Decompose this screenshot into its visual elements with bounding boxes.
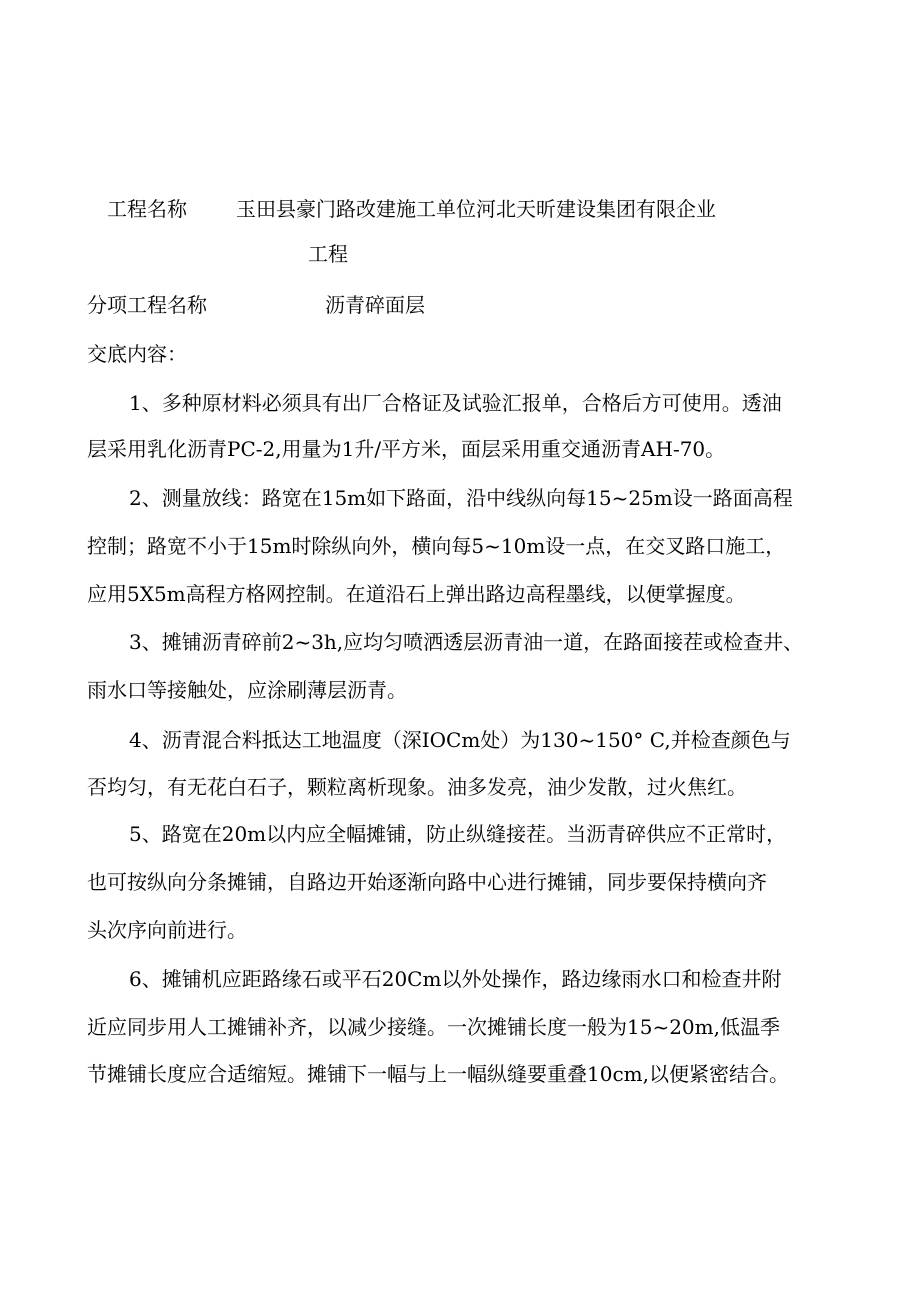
item-6-line-2: 近应同步用人工摊铺补齐，以减少接缝。一次摊铺长度一般为15~20m,低温季 (87, 1015, 780, 1039)
sub-project-label: 分项工程名称 (87, 293, 207, 317)
item-3-line-2: 雨水口等接触处，应涂刷薄层沥青。 (87, 678, 407, 702)
project-name-value-cont: 工程 (308, 242, 348, 266)
item-1-line-1: 1、多种原材料必须具有出厂合格证及试验汇报单，合格后方可使用。透油 (129, 391, 782, 415)
item-3-line-1: 3、摊铺沥青碎前2~3h,应均匀喷洒透层沥青油一道，在路面接茬或检查井、 (129, 630, 804, 654)
project-name-value: 玉田县豪门路改建施工单位河北天昕建设集团有限企业 (236, 197, 716, 221)
item-4-line-1: 4、沥青混合料抵达工地温度（深IOCm处）为130~150° C,并检查颜色与 (129, 728, 791, 752)
project-name-label: 工程名称 (107, 197, 187, 221)
item-5-line-1: 5、路宽在20m以内应全幅摊铺，防止纵缝接茬。当沥青碎供应不正常时， (129, 822, 787, 846)
item-5-line-2: 也可按纵向分条摊铺，自路边开始逐渐向路中心进行摊铺，同步要保持横向齐 (87, 870, 767, 894)
item-4-line-2: 否均匀，有无花白石子，颗粒离析现象。油多发亮，油少发散，过火焦红。 (87, 775, 747, 799)
item-6-line-1: 6、摊铺机应距路缘石或平石20Cm以外处操作，路边缘雨水口和检查井附 (129, 967, 782, 991)
item-2-line-3: 应用5X5m高程方格网控制。在道沿石上弹出路边高程墨线，以便掌握度。 (87, 582, 746, 606)
item-2-line-2: 控制；路宽不小于15m时除纵向外，横向每5~10m设一点，在交叉路口施工， (87, 534, 786, 558)
sub-project-value: 沥青碎面层 (325, 293, 425, 317)
item-5-line-3: 头次序向前进行。 (87, 918, 247, 942)
item-6-line-3: 节摊铺长度应合适缩短。摊铺下一幅与上一幅纵缝要重叠10cm,以便紧密结合。 (87, 1062, 789, 1086)
item-1-line-2: 层采用乳化沥青PC-2,用量为1升/平方米，面层采用重交通沥青AH-70。 (87, 437, 726, 461)
content-label: 交底内容： (87, 342, 187, 366)
item-2-line-1: 2、测量放线：路宽在15m如下路面，沿中线纵向每15~25m设一路面高程 (129, 486, 793, 510)
